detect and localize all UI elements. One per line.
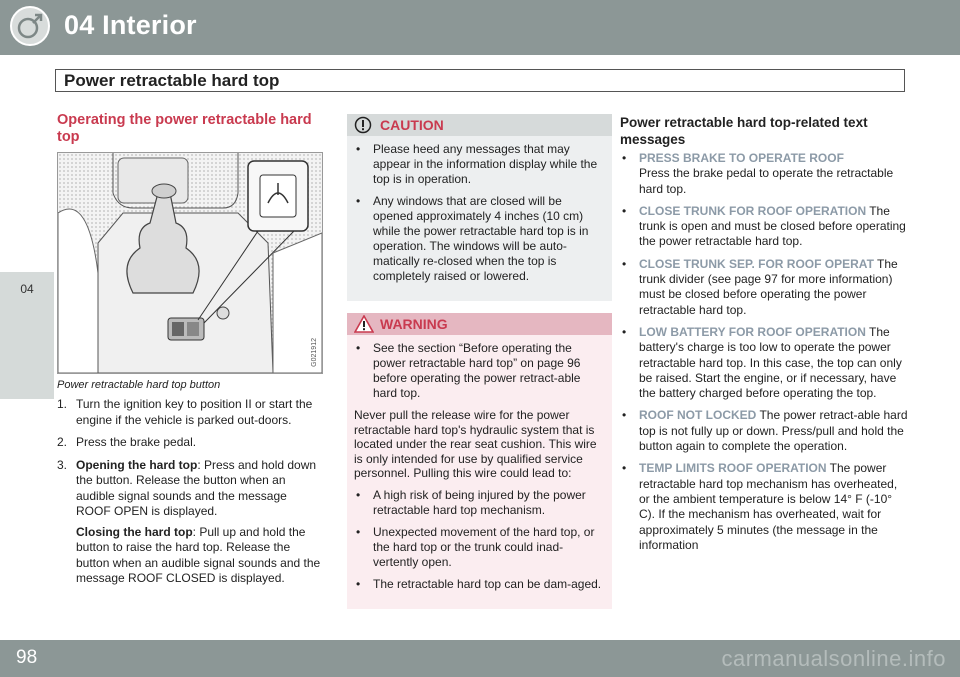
chapter-tab bbox=[0, 272, 54, 399]
caution-icon bbox=[354, 116, 372, 139]
step-number: 2. bbox=[57, 435, 68, 449]
message-key: CLOSE TRUNK SEP. FOR ROOF OPERAT bbox=[639, 256, 874, 271]
step-text: : Press and hold down the button. Release the button when an audible signal sounds and the message ROOF OPEN is displayed. bbox=[76, 457, 317, 518]
warning-consequence: • Unexpected movement of the hard top, or the hard top or the trunk could inad-vertently open. bbox=[354, 525, 604, 570]
step-lead: Opening the hard top bbox=[76, 457, 198, 472]
step-number: 3. bbox=[57, 457, 68, 472]
message-key: ROOF NOT LOCKED bbox=[639, 408, 757, 423]
message-item bbox=[620, 151, 910, 197]
section-bar bbox=[55, 69, 905, 92]
message-item bbox=[620, 461, 910, 553]
caution-box bbox=[347, 114, 612, 301]
message-key: LOW BATTERY FOR ROOF OPERATION bbox=[639, 324, 866, 339]
step-sub-text: : Pull up and hold the button to raise the hard top. Release the button when an audible signal sounds and the message ROOF CLOSED is displayed. bbox=[76, 524, 321, 585]
message-key: TEMP LIMITS ROOF OPERATION bbox=[639, 461, 827, 476]
page-header bbox=[0, 0, 960, 55]
message-item bbox=[620, 204, 910, 250]
message-text: The power retractable hard top mechanism has overheated, or the ambient temperature is below 14° F (-10° C). If the mechanism has overheated, wait for approximately 5 minutes (the message in the information bbox=[639, 461, 898, 552]
console-illustration bbox=[58, 153, 322, 373]
volvo-logo-icon bbox=[10, 6, 50, 46]
warning-triangle-icon bbox=[354, 315, 374, 338]
page-footer bbox=[0, 640, 960, 677]
warning-box bbox=[347, 313, 612, 609]
message-text: The trunk divider (see page 97 for more information) must be closed before operating the power retractable hard top. bbox=[639, 256, 898, 317]
step-sub-lead: Closing the hard top bbox=[76, 524, 193, 539]
figure-caption: Power retractable hard top button bbox=[57, 379, 221, 391]
message-item bbox=[620, 257, 910, 318]
messages-heading: Power retractable hard top-related text messages bbox=[620, 115, 868, 147]
warning-consequence: • The retractable hard top can be dam-aged. bbox=[354, 577, 604, 592]
column-notices bbox=[347, 114, 612, 609]
caution-body bbox=[347, 136, 612, 301]
message-key: PRESS BRAKE TO OPERATE ROOF bbox=[639, 151, 844, 165]
message-text: The trunk is open and must be closed before operating the power retractable hard top. bbox=[639, 203, 906, 249]
page-number: 98 bbox=[16, 647, 38, 668]
step-number: 1. bbox=[57, 397, 68, 411]
caution-title: CAUTION bbox=[380, 117, 444, 133]
step-text: Press the brake pedal. bbox=[76, 435, 197, 449]
step-3 bbox=[57, 458, 322, 587]
watermark: carmanualsonline.info bbox=[721, 646, 946, 671]
caution-item: • Any windows that are closed will be opened approximately 4 inches (10 cm) while the power retractable hard top is in operation. The windows will be auto-matically re-closed when the top is completely raised or lowered. bbox=[354, 194, 604, 284]
caution-item: • Please heed any messages that may appear in the information display while the top is in operation. bbox=[354, 142, 604, 187]
sidebar bbox=[0, 55, 55, 640]
hard-top-button-figure bbox=[57, 152, 323, 374]
steps-list bbox=[57, 397, 322, 587]
operating-heading: Operating the power retractable hard top bbox=[57, 112, 312, 145]
step-2 bbox=[57, 435, 322, 451]
figure-code: G021912 bbox=[311, 338, 318, 367]
message-key: CLOSE TRUNK FOR ROOF OPERATION bbox=[639, 203, 867, 218]
column-operating bbox=[57, 112, 322, 594]
message-item bbox=[620, 325, 910, 401]
step-1 bbox=[57, 397, 322, 428]
chapter-title: 04 Interior bbox=[64, 10, 197, 40]
message-text: The power retract-able hard top is not fully up or down. Press/pull and hold the button again to complete the operation. bbox=[639, 408, 908, 454]
caution-header bbox=[347, 114, 612, 136]
warning-consequence: • A high risk of being injured by the power retractable hard top mechanism. bbox=[354, 488, 604, 518]
step-text: Turn the ignition key to position II or start the engine if the vehicle is parked out-doors. bbox=[76, 397, 313, 427]
column-messages bbox=[620, 114, 910, 560]
chapter-tab-label: 04 bbox=[20, 282, 34, 296]
messages-list bbox=[620, 151, 910, 553]
message-text: The battery's charge is too low to operate the power retractable hard top. In this case, the top can only be raised. Start the engine, or if necessary, have the battery charged before operating the top. bbox=[639, 324, 902, 401]
message-item bbox=[620, 408, 910, 454]
message-text: Press the brake pedal to operate the retractable hard top. bbox=[639, 166, 894, 196]
warning-body bbox=[347, 335, 612, 609]
warning-paragraph: Never pull the release wire for the power retractable hard top's hydraulic system that is located under the rear seat cushion. This wire is only intended for use by qualified service personnel. Pulling this wire could lead to: bbox=[354, 408, 597, 480]
section-title: Power retractable hard top bbox=[64, 71, 280, 90]
warning-item: • See the section “Before operating the power retractable hard top” on page 96 before operating the power retract-able hard top. bbox=[354, 341, 604, 401]
warning-title: WARNING bbox=[380, 316, 448, 332]
warning-header bbox=[347, 313, 612, 335]
